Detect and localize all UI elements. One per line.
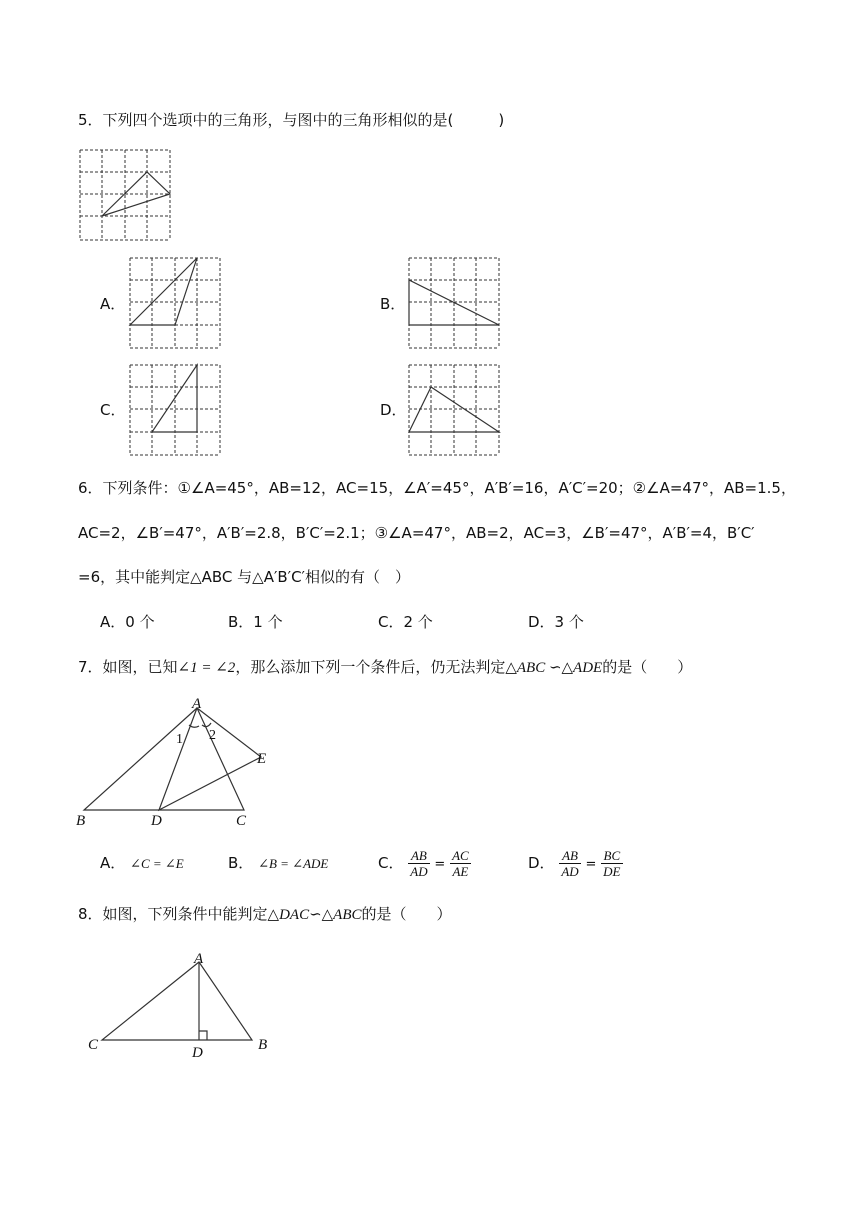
- q5-stem: 5．下列四个选项中的三角形，与图中的三角形相似的是( ): [78, 111, 505, 129]
- q5-option-b-grid: [409, 258, 501, 350]
- q7-stem-similarity: △ABC ∽△ADE: [505, 660, 603, 676]
- q7-option-c-frac-1: $\frac{AB}{AD}$: [410, 848, 428, 879]
- q5-option-d-label: D．: [380, 401, 407, 419]
- q7-option-c-frac-2: $\frac{AC}{AE}$: [452, 848, 469, 879]
- q7-option-c-label: C．: [378, 854, 404, 872]
- q7-label-d: D: [151, 813, 162, 829]
- q7-label-a: A: [192, 696, 202, 712]
- q8-figure: [80, 945, 290, 1070]
- q8-label-a: A: [194, 951, 204, 967]
- q8-label-c: C: [88, 1037, 99, 1053]
- q7-option-b-expr: ∠B = ∠ADE: [258, 856, 329, 871]
- q5-option-d-grid: [409, 365, 501, 457]
- q7-label-c: C: [236, 813, 247, 829]
- q5-reference-grid: [80, 150, 172, 242]
- q7-stem-prefix: 7．如图，已知: [78, 658, 178, 676]
- q5-option-c-grid: [130, 365, 222, 457]
- q8-stem-suffix: 的是（ ）: [361, 905, 452, 923]
- q6-option-c: C．2 个: [378, 613, 433, 631]
- q5-option-a-grid: [130, 258, 222, 350]
- q7-stem-condition: ∠1 = ∠2: [177, 660, 236, 676]
- q8-stem-similarity: △DAC∽△ABC: [267, 907, 362, 923]
- q7-label-e: E: [257, 751, 267, 767]
- q8-stem: [78, 904, 452, 925]
- q7-label-b: B: [76, 813, 86, 829]
- q6-line-2: AC=2，∠B′=47°，A′B′=2.8，B′C′=2.1；③∠A=47°，AB=2，AC=3，∠B′=47°，A′B′=4，B′C′: [78, 524, 755, 542]
- q6-line-3: =6，其中能判定△ABC 与△A′B′C′相似的有（ ）: [78, 568, 410, 586]
- q6-option-a: A．0 个: [100, 613, 155, 631]
- q7-option-d-label: D．: [528, 854, 555, 872]
- q5-option-c-label: C．: [100, 401, 126, 419]
- q7-stem-middle: ，那么添加下列一个条件后，仍无法判定: [235, 658, 506, 676]
- q7-option-b: [228, 853, 328, 874]
- q7-option-d-frac-1: $\frac{AB}{AD}$: [561, 848, 579, 879]
- q6-option-b: B．1 个: [228, 613, 283, 631]
- q7-label-angle-2: 2: [209, 728, 216, 743]
- q6-line-1: 6．下列条件：①∠A=45°，AB=12，AC=15，∠A′=45°，A′B′=16，A′C′=20；②∠A=47°，AB=1.5，: [78, 479, 796, 497]
- q5-option-a-label: A．: [100, 295, 126, 313]
- q7-label-angle-1: 1: [176, 732, 183, 747]
- q7-option-a: [100, 853, 184, 874]
- q7-option-c-eq: =: [434, 857, 446, 872]
- q7-option-a-expr: ∠C = ∠E: [130, 856, 184, 871]
- q7-stem: [78, 657, 692, 678]
- q7-figure: [70, 695, 290, 835]
- q8-label-b: B: [258, 1037, 268, 1053]
- q7-option-d-frac-2: $\frac{BC}{DE}$: [603, 848, 621, 879]
- q7-option-a-label: A．: [100, 854, 126, 872]
- q7-option-d: [528, 844, 623, 884]
- q7-option-d-eq: =: [585, 857, 597, 872]
- q7-option-b-label: B．: [228, 854, 254, 872]
- q6-option-d: D．3 个: [528, 613, 584, 631]
- q8-stem-prefix: 8．如图，下列条件中能判定: [78, 905, 268, 923]
- q7-stem-suffix: 的是（ ）: [602, 658, 693, 676]
- q7-option-c: [378, 844, 471, 884]
- q8-label-d: D: [192, 1045, 203, 1061]
- q5-option-b-label: B．: [380, 295, 406, 313]
